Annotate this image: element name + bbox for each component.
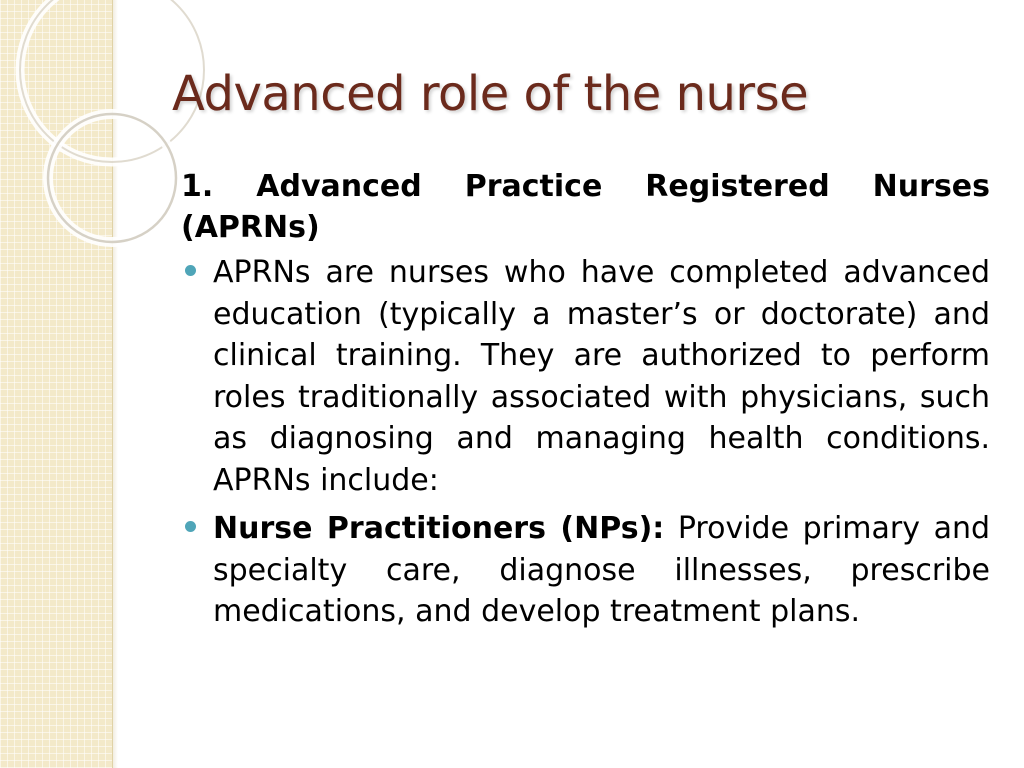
bullet-term: Nurse Practitioners (NPs): — [213, 511, 665, 546]
slide-body — [181, 166, 990, 640]
slide-title: Advanced role of the nurse — [172, 66, 809, 122]
bullet-item-nurse-practitioners — [181, 508, 990, 633]
bullet-list — [181, 252, 990, 633]
section-heading: 1. Advanced Practice Registered Nurses (APRNs) — [181, 169, 990, 245]
bullet-icon — [185, 521, 196, 532]
bullet-text: Provide primary and specialty care, diagnose illnesses, prescribe medications, and develop treatment plans. — [213, 511, 991, 629]
bullet-item-aprns — [181, 252, 990, 501]
bullet-icon — [185, 265, 196, 276]
bullet-text: APRNs are nurses who have completed advanced education (typically a master’s or doctorate) and clinical training. They are authorized to perform roles traditionally associated with physicians, such as diagnosing and managing health conditions. APRNs include: — [213, 255, 990, 498]
